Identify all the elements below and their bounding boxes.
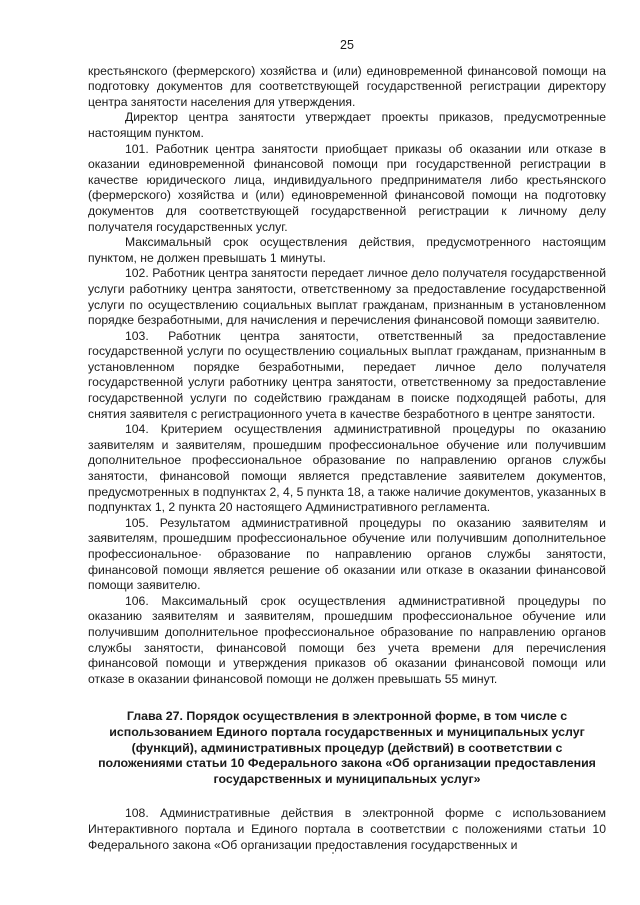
paragraph-continued: крестьянского (фермерского) хозяйства и (или) единовременной финансовой помощи на подготовку документов для соответствующей государственной регистрации директору центра занятости населения для утверждения.	[88, 63, 606, 109]
paragraph-director-approval: Директор центра занятости утверждает проекты приказов, предусмотренные настоящим пунктом.	[88, 110, 606, 140]
paragraph-108: 108. Административные действия в электронной форме с использованием Интерактивного портала и Единого портала в соответствии с положениями статьи 10 Федерального закона «Об организации предоставления государственных и	[88, 806, 606, 852]
paragraph-103: 103. Работник центра занятости, ответственный за предоставление государственной услуги по осуществлению социальных выплат гражданам, признанным в установленном порядке безработными, передает личное дело получателя государственной услуги работнику центра занятости, ответственному за предоставление государственной услуги по содействию гражданам в поиске подходящей работы, для снятия заявителя с регистрационного учета в качестве безработного в центре занятости.	[88, 328, 606, 421]
chapter-27-heading: Глава 27. Порядок осуществления в электронной форме, в том числе с использованием Единого портала государственных и муниципальных услуг (функций), административных процедур (действий) в соответствии с положениями статьи 10 Федерального закона «Об организации предоставления государственных и муниципальных услуг»	[98, 709, 596, 786]
paragraph-104: 104. Критерием осуществления административной процедуры по оказанию заявителям и заявителям, прошедшим профессиональное обучение или получившим дополнительное профессиональное образование по направлению органов службы занятости, финансовой помощи является представление заявителем документов, предусмотренных в подпунктах 2, 4, 5 пункта 18, а также наличие документов, указанных в подпунктах 1, 2 пункта 20 настоящего Административного регламента.	[88, 422, 606, 515]
paragraph-101: 101. Работник центра занятости приобщает приказы об оказании или отказе в оказании единовременной финансовой помощи при государственной регистрации в качестве юридического лица, индивидуального предпринимателя либо крестьянского (фермерского) хозяйства и (или) единовременной финансовой помощи на подготовку документов для соответствующей государственной регистрации к личному делу получателя государственных услуг.	[88, 141, 606, 234]
paragraph-102: 102. Работник центра занятости передает личное дело получателя государственной услуги работнику центра занятости, ответственному за предоставление государственной услуги по осуществлению социальных выплат гражданам, признанным в установленном порядке безработными, для начисления и перечисления финансовой помощи заявителю.	[88, 266, 606, 328]
paragraph-105: 105. Результатом административной процедуры по оказанию заявителям и заявителям, прошедшим профессиональное обучение или получившим дополнительное профессиональное· образование по направлению органов службы занятости, финансовой помощи является решение об оказании или отказе в оказании финансовой помощи заявителю.	[88, 515, 606, 593]
paragraph-max-time-101: Максимальный срок осуществления действия, предусмотренного настоящим пунктом, не должен превышать 1 минуты.	[88, 235, 606, 265]
page-number: 25	[340, 38, 354, 52]
paragraph-106: 106. Максимальный срок осуществления административной процедуры по оказанию заявителям и заявителям, прошедшим профессиональное обучение или получившим дополнительное профессиональное образование по направлению органов службы занятости, финансовой помощи без учета времени для перечисления финансовой помощи и утверждения приказов об оказании финансовой помощи или отказе в оказании финансовой помощи не должен превышать 55 минут.	[88, 593, 606, 686]
scan-speck	[332, 852, 334, 854]
